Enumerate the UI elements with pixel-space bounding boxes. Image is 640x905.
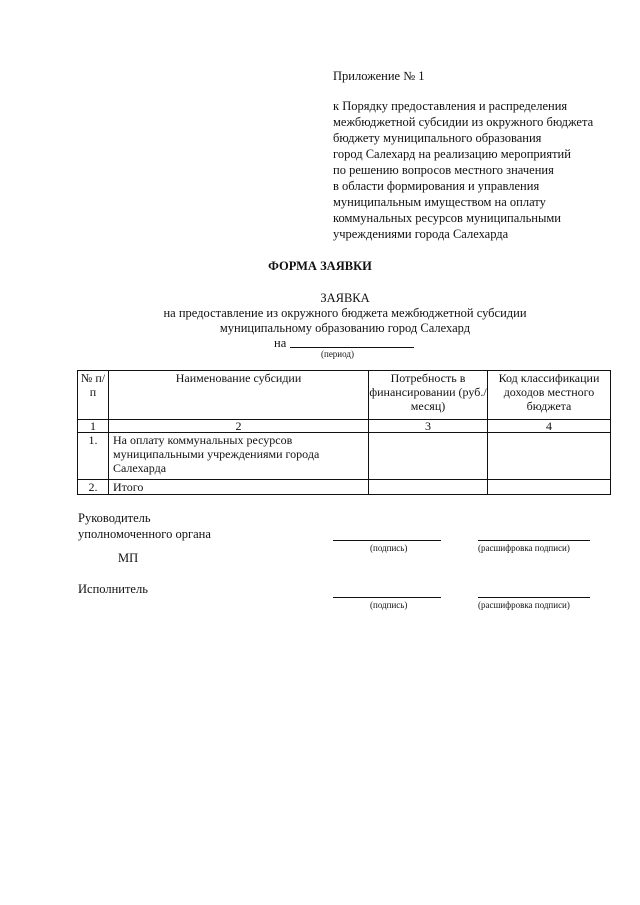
stamp-label: МП [118,551,139,565]
row-code [488,433,611,480]
header-need: Потребность в финансировании (руб./месяц) [369,371,488,420]
header-num: № п/п [78,371,109,420]
row-need [369,480,488,495]
executor-decode-caption: (расшифровка подписи) [478,600,570,610]
table-row [78,433,611,480]
annex-line: бюджету муниципального образования [333,131,542,145]
column-number: 1 [78,420,109,433]
head-label-line1: Руководитель [78,511,151,525]
period-blank-line [290,347,414,348]
head-decode-caption: (расшифровка подписи) [478,543,570,553]
request-title: ЗАЯВКА [320,291,370,305]
executor-signature-caption: (подпись) [370,600,408,610]
request-line-1: на предоставление из окружного бюджета межбюджетной субсидии [163,306,527,320]
annex-line: к Порядку предоставления и распределения [333,99,568,113]
column-numbers-row [78,420,611,433]
head-label-line2: уполномоченного органа [78,527,211,541]
head-signature-caption: (подпись) [370,543,408,553]
request-on-label: на [274,336,287,350]
request-line-2: муниципальному образованию город Салехард [219,321,471,335]
annex-title: Приложение № 1 [333,69,425,83]
header-name: Наименование субсидии [109,371,369,420]
column-number: 4 [488,420,611,433]
annex-line: в области формирования и управления [333,179,540,193]
table-row-total [78,480,611,495]
row-num: 1. [78,433,109,480]
annex-line: межбюджетной субсидии из окружного бюджета [333,115,594,129]
row-name: На оплату коммунальных ресурсов муниципальными учреждениями города Салехарда [109,433,369,480]
table-header-row [78,371,611,420]
head-decode-line [478,540,590,541]
head-signature-line [333,540,441,541]
annex-block [333,68,623,242]
subsidy-table [77,370,611,495]
annex-line: муниципальным имуществом на оплату [333,195,546,209]
column-number: 2 [109,420,369,433]
executor-signature-line [333,597,441,598]
executor-label: Исполнитель [78,582,148,596]
executor-decode-line [478,597,590,598]
row-name: Итого [109,480,369,495]
annex-line: город Салехард на реализацию мероприятий [333,147,571,161]
period-caption: (период) [321,349,354,359]
form-title: ФОРМА ЗАЯВКИ [268,259,372,273]
column-number: 3 [369,420,488,433]
annex-line: коммунальных ресурсов муниципальными [333,211,561,225]
row-need [369,433,488,480]
row-num: 2. [78,480,109,495]
row-code [488,480,611,495]
annex-line: учреждениями города Салехарда [333,227,509,241]
annex-line: по решению вопросов местного значения [333,163,554,177]
header-code: Код классификации доходов местного бюджета [488,371,611,420]
